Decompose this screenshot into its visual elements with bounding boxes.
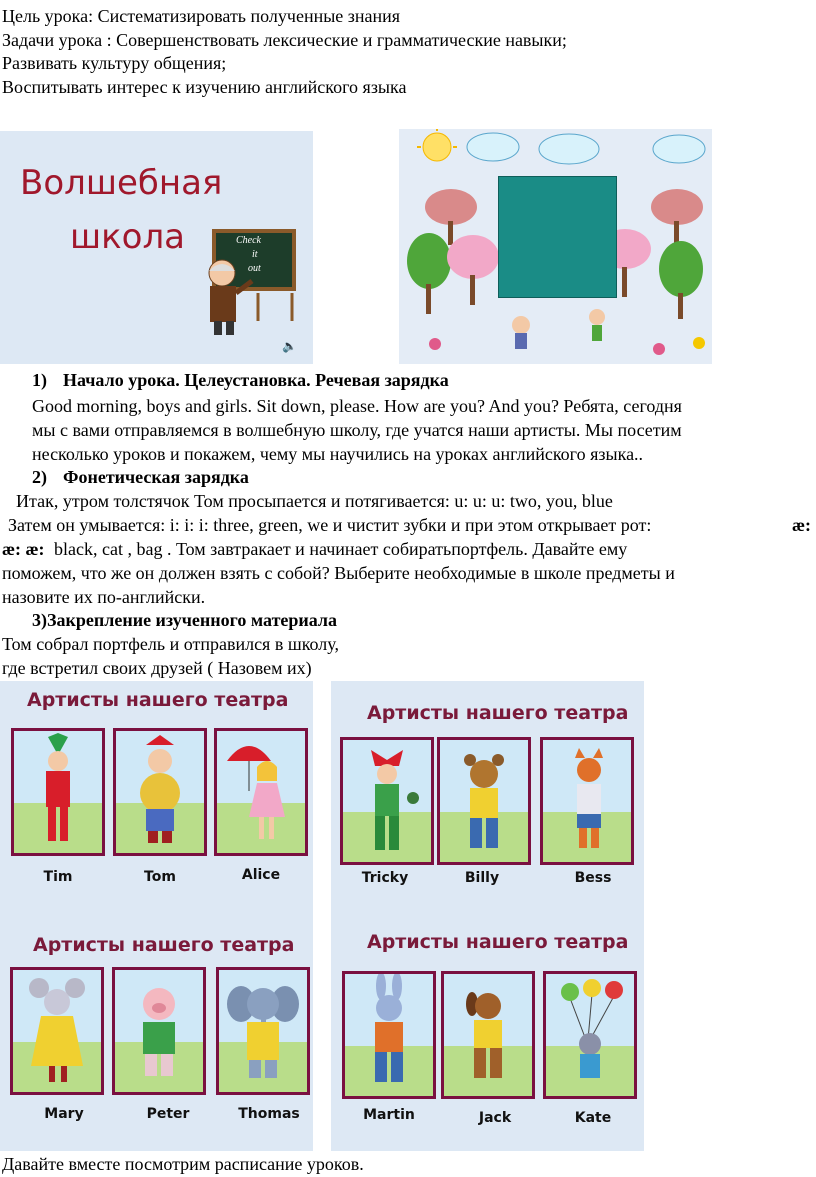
section3-heading: 3)Закрепление изученного материала [32, 610, 338, 630]
character-name-kate: Kate [574, 1110, 612, 1126]
character-card-tom [113, 728, 207, 856]
character-card-alice [214, 728, 308, 856]
board-text-3: out [248, 263, 261, 274]
lesson-task-culture: Развивать культуру общения; [2, 53, 227, 73]
panel-title: Артисты нашего театра [367, 931, 629, 953]
theater-panel-4 [331, 921, 644, 1151]
section2-number: 2) [32, 467, 47, 487]
slide-title-line1: Волшебная [20, 163, 223, 203]
section1-heading: Начало урока. Целеустановка. Речевая зарядка [63, 370, 449, 390]
section1-line3: несколько уроков и покажем, чему мы научились на уроках английского языка.. [32, 444, 644, 464]
theater-panel-2 [331, 681, 644, 921]
character-name-billy: Billy [464, 870, 500, 886]
character-card-mary [10, 967, 104, 1095]
section2-line4: поможем, что же он должен взять с собой? Выберите необходимые в школе предметы и [2, 563, 675, 583]
section1-line1: Good morning, boys and girls. Sit down, please. How are you? And you? Ребята, сегодня [32, 396, 682, 416]
character-card-tricky [340, 737, 434, 865]
panel-title: Артисты нашего театра [33, 934, 295, 956]
panel-title: Артисты нашего театра [27, 689, 289, 711]
speaker-icon[interactable]: 🔈 [282, 339, 297, 353]
character-card-billy [437, 737, 531, 865]
section2-line3-phoneme: æ: æ: [2, 539, 45, 559]
section2-line5: назовите их по-английски. [2, 587, 206, 607]
scene-frame [498, 176, 617, 298]
character-card-thomas [216, 967, 310, 1095]
character-card-tim [11, 728, 105, 856]
section1-number: 1) [32, 370, 47, 390]
section2-line1: Итак, утром толстячок Том просыпается и потягивается: u: u: u: two, you, blue [16, 491, 613, 511]
character-card-kate [543, 971, 637, 1099]
slide-title-line2: школа [70, 217, 186, 257]
section2-line3: black, cat , bag . Том завтракает и начинает собиратьпортфель. Давайте ему [54, 539, 628, 559]
footer-line: Давайте вместе посмотрим расписание уроков. [2, 1154, 364, 1174]
character-card-bess [540, 737, 634, 865]
theater-panel-1 [0, 681, 313, 921]
section2-heading: Фонетическая зарядка [63, 467, 249, 487]
character-card-martin [342, 971, 436, 1099]
character-name-tom: Tom [144, 869, 176, 885]
magic-school-slide [0, 131, 313, 364]
character-name-jack: Jack [478, 1110, 512, 1126]
character-name-bess: Bess [574, 870, 612, 886]
character-name-tim: Tim [43, 869, 73, 885]
character-name-peter: Peter [146, 1106, 190, 1122]
character-card-jack [441, 971, 535, 1099]
lesson-goal: Цель урока: Систематизировать полученные знания [2, 6, 401, 26]
theater-panel-3 [0, 921, 313, 1151]
teacher-icon [0, 131, 313, 364]
lesson-tasks: Задачи урока : Совершенствовать лексические и грамматические навыки; [2, 30, 567, 50]
character-name-martin: Martin [363, 1107, 415, 1123]
board-text-2: it [252, 249, 258, 260]
character-name-alice: Alice [241, 867, 281, 883]
lesson-task-interest: Воспитывать интерес к изучению английского языка [2, 77, 407, 97]
character-card-peter [112, 967, 206, 1095]
panel-title: Артисты нашего театра [367, 702, 629, 724]
character-name-mary: Mary [44, 1106, 84, 1122]
section2-line2-phoneme: æ: [792, 515, 811, 535]
scene-slide [399, 129, 712, 364]
character-name-thomas: Thomas [238, 1106, 300, 1122]
section1-line2: мы с вами отправляемся в волшебную школу, где учатся наши артисты. Мы посетим [32, 420, 682, 440]
board-text-1: Check [236, 235, 261, 246]
section2-line2: Затем он умывается: i: i: i: three, green, we и чистит зубки и при этом открывает рот: [8, 515, 652, 535]
section3-line1: Том собрал портфель и отправился в школу, [2, 634, 339, 654]
character-name-tricky: Tricky [361, 870, 409, 886]
section3-line2: где встретил своих друзей ( Назовем их) [2, 658, 312, 678]
